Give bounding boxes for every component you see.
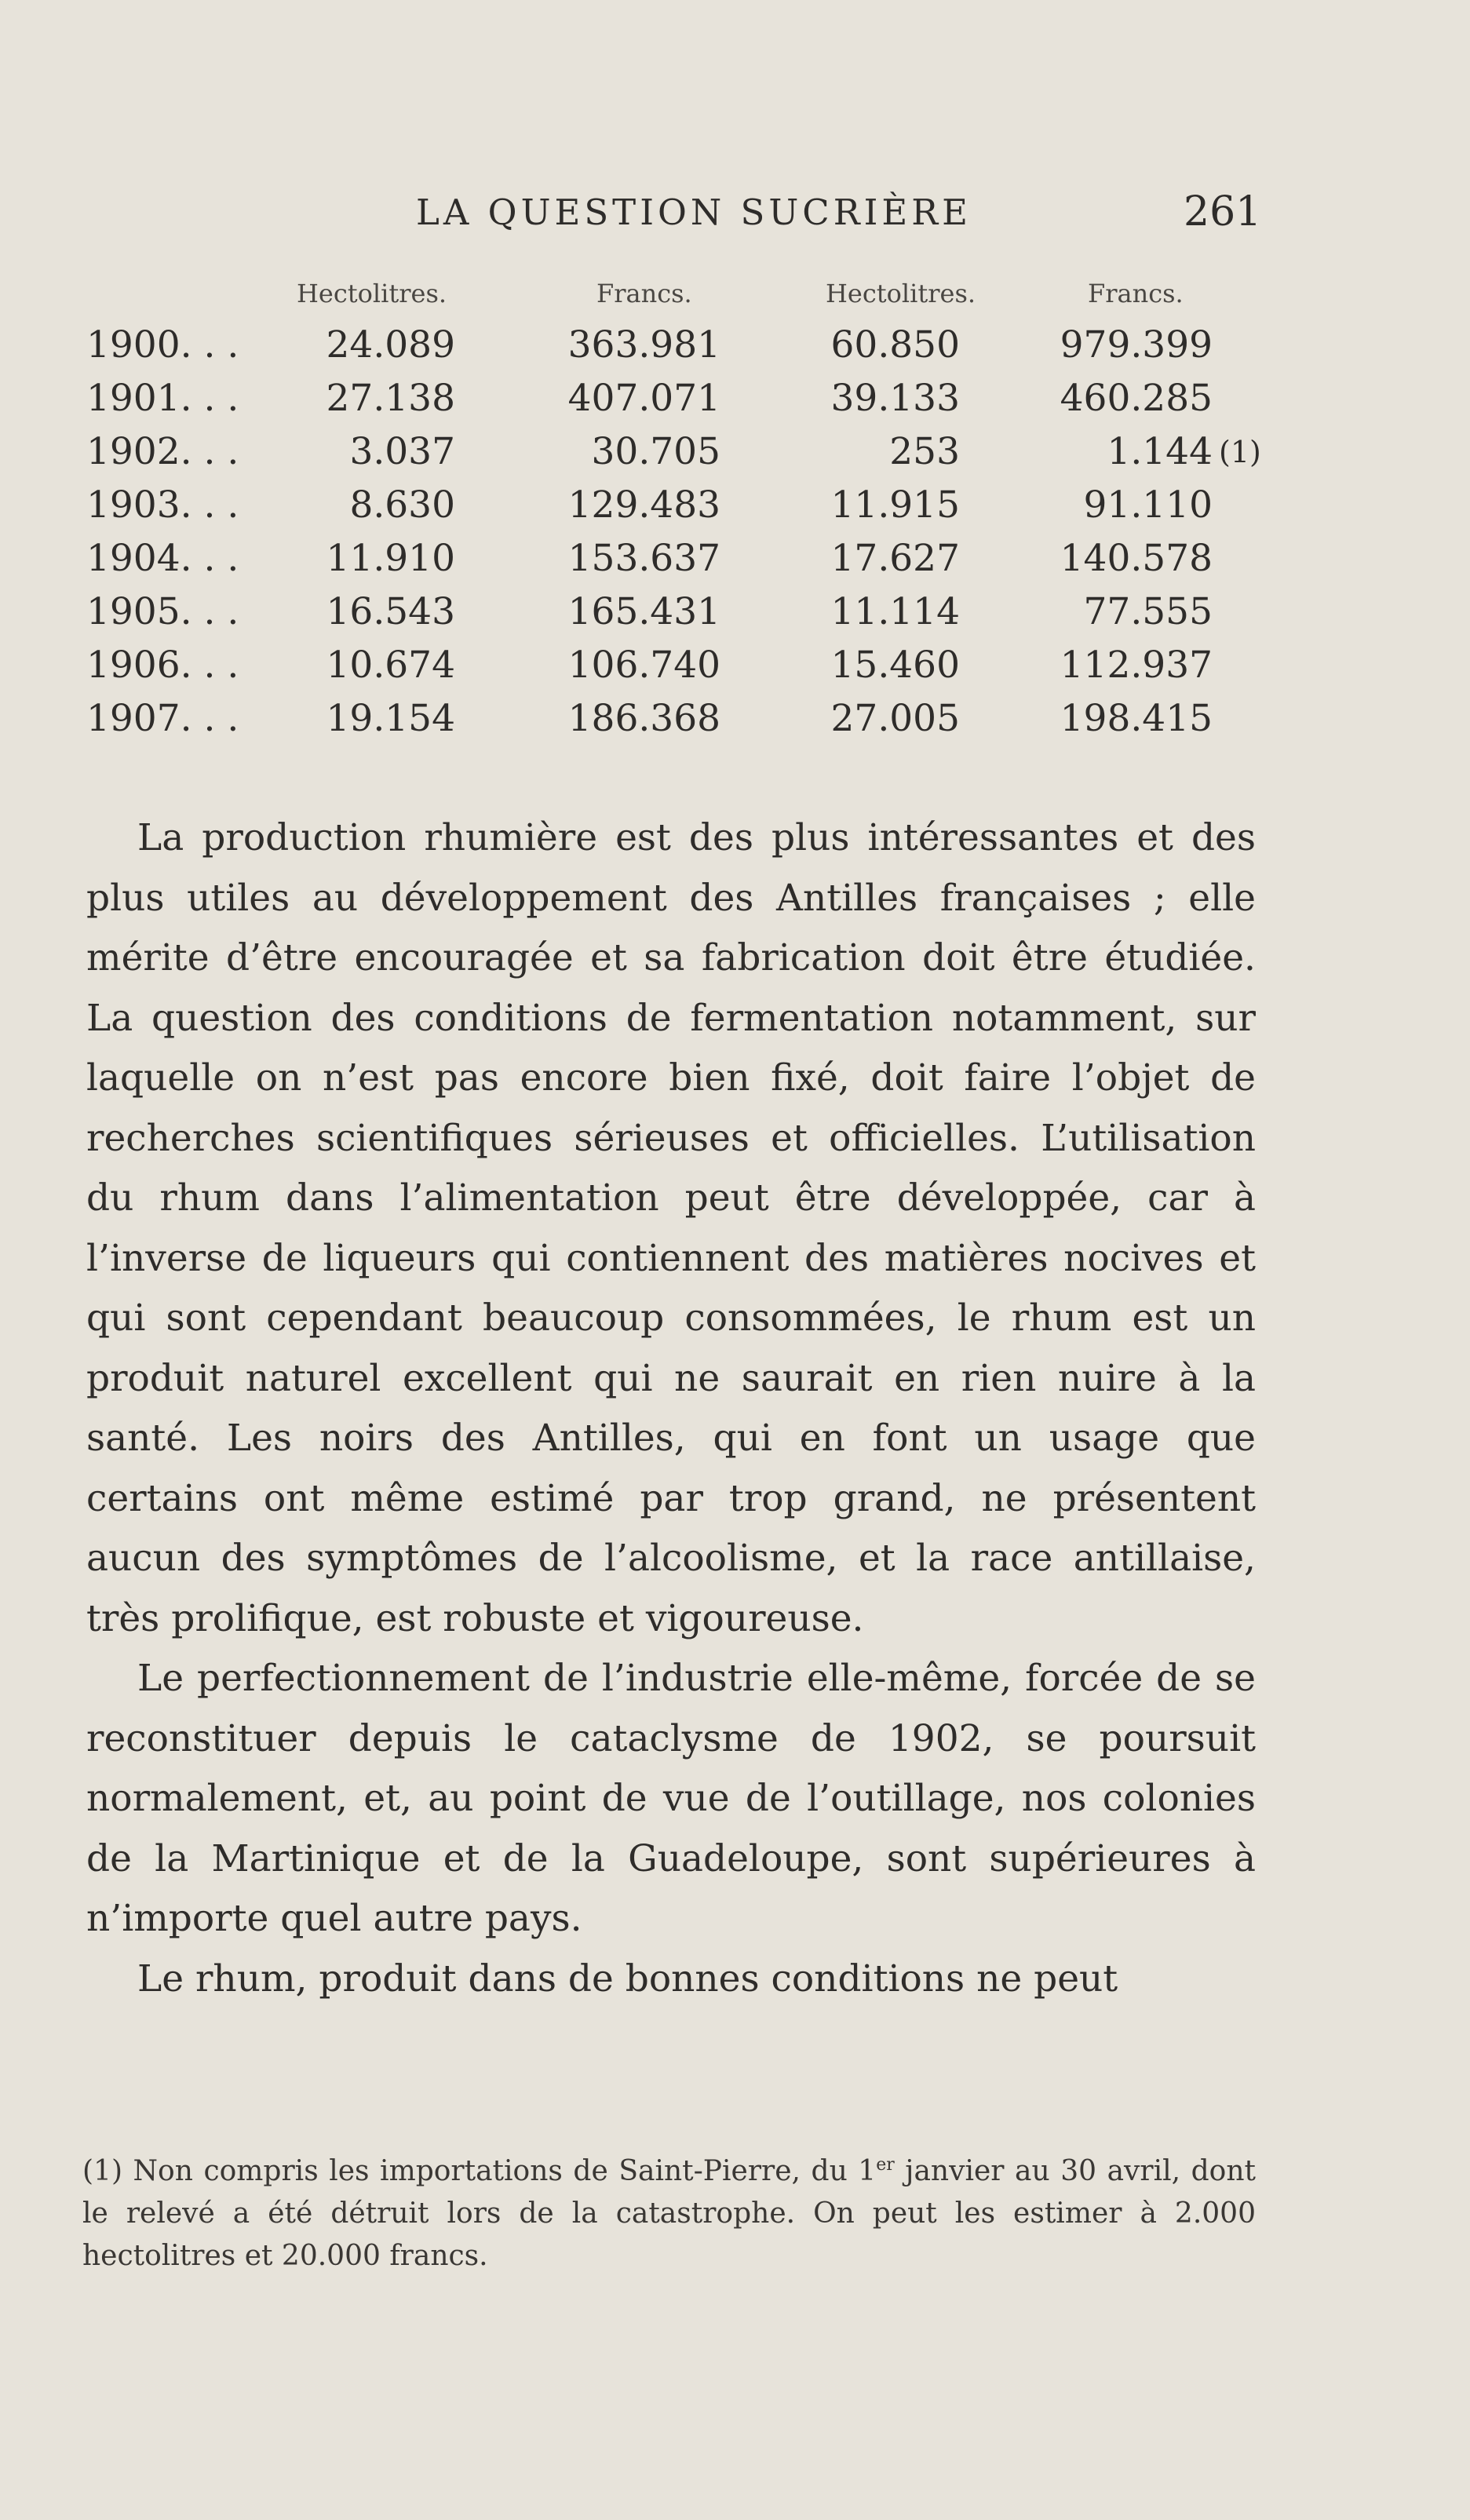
value-cell: 11.915	[830, 483, 960, 527]
value-cell: 11.910	[326, 537, 455, 580]
value-cell: 129.483	[567, 483, 720, 527]
footnote	[82, 2144, 1256, 2277]
value-cell: 165.431	[567, 590, 720, 633]
value-cell: 198.415	[1060, 697, 1213, 740]
year-cell: 1903. . .	[86, 483, 239, 527]
value-cell: 460.285	[1060, 377, 1213, 420]
paragraph: Le rhum, produit dans de bonnes conditions ne peut	[137, 1957, 1118, 2000]
column-header-francs-1: Francs.	[596, 279, 692, 308]
value-cell: 60.850	[830, 323, 960, 367]
page-number: 261	[1184, 188, 1262, 235]
column-header-francs-2: Francs.	[1088, 279, 1184, 308]
column-header-hectolitres-1: Hectolitres.	[297, 279, 447, 308]
year-cell: 1904. . .	[86, 537, 239, 580]
value-cell: 8.630	[349, 483, 455, 527]
value-cell: 106.740	[567, 644, 720, 687]
value-cell: 19.154	[326, 697, 455, 740]
paragraph: Le perfectionnement de l’industrie elle-même, forcée de se reconstituer depuis le cataclysme de 1902, se poursuit normalement, et, au point de vue de l’outillage, nos colonies de la Martinique et de la Guadeloupe, sont supérieures à n’importe quel autre pays.	[86, 1657, 1256, 1940]
value-cell: 3.037	[349, 430, 455, 473]
year-cell: 1907. . .	[86, 697, 239, 740]
column-header-hectolitres-2: Hectolitres.	[826, 279, 976, 308]
value-cell: 10.674	[326, 644, 455, 687]
table-row	[0, 535, 1470, 589]
footnote-text-continued: janvier au 30 avril, dont le relevé a été détruit lors de la catastrophe. On peut les estimer à 2.000 hectolitres et 20.000 francs.	[82, 2155, 1256, 2272]
table-row	[0, 375, 1470, 429]
value-cell: 16.543	[326, 590, 455, 633]
footnote-text: Non compris les importations de Saint-Pierre, du 1	[133, 2155, 877, 2187]
value-cell: 112.937	[1060, 644, 1213, 687]
table-row	[0, 695, 1470, 749]
footnote-reference: (1)	[1219, 435, 1261, 469]
value-cell: 11.114	[830, 590, 960, 633]
value-cell: 1.144	[1107, 430, 1213, 473]
footnote-superscript: er	[876, 2155, 895, 2175]
table-row	[0, 589, 1470, 642]
table-row	[0, 322, 1470, 375]
year-cell: 1905. . .	[86, 590, 239, 633]
value-cell: 91.110	[1083, 483, 1213, 527]
table-row	[0, 642, 1470, 695]
running-title: LA QUESTION SUCRIÈRE	[416, 191, 972, 233]
paragraph: La production rhumière est des plus intéressantes et des plus utiles au développement des Antilles françaises ; elle mérite d’être encouragée et sa fabrication doit être étudiée. La question des conditions de fermentation notamment, sur laquelle on n’est pas encore bien fixé, doit faire l’objet de recherches scientifiques sérieuses et officielles. L’utilisation du rhum dans l’alimentation peut être développée, car à l’inverse de liqueurs qui contiennent des matières nocives et qui sont cependant beaucoup consommées, le rhum est un produit naturel excellent qui ne saurait en rien nuire à la santé. Les noirs des Antilles, qui en font un usage que certains ont même estimé par trop grand, ne présentent aucun des symptômes de l’alcoolisme, et la race antillaise, très prolifique, est robuste et vigoureuse.	[86, 816, 1256, 1640]
value-cell: 153.637	[567, 537, 720, 580]
value-cell: 979.399	[1060, 323, 1213, 367]
value-cell: 253	[889, 430, 960, 473]
year-cell: 1902. . .	[86, 430, 239, 473]
value-cell: 24.089	[326, 323, 455, 367]
value-cell: 140.578	[1060, 537, 1213, 580]
table-row	[0, 482, 1470, 535]
body-text	[86, 808, 1256, 2009]
value-cell: 15.460	[830, 644, 960, 687]
value-cell: 39.133	[830, 377, 960, 420]
year-cell: 1900. . .	[86, 323, 239, 367]
value-cell: 30.705	[591, 430, 720, 473]
year-cell: 1906. . .	[86, 644, 239, 687]
value-cell: 186.368	[567, 697, 720, 740]
value-cell: 17.627	[830, 537, 960, 580]
value-cell: 407.071	[567, 377, 720, 420]
value-cell: 27.005	[830, 697, 960, 740]
value-cell: 363.981	[567, 323, 720, 367]
value-cell: 27.138	[326, 377, 455, 420]
footnote-marker: (1)	[82, 2155, 122, 2187]
table-row	[0, 429, 1470, 482]
value-cell: 77.555	[1083, 590, 1213, 633]
year-cell: 1901. . .	[86, 377, 239, 420]
